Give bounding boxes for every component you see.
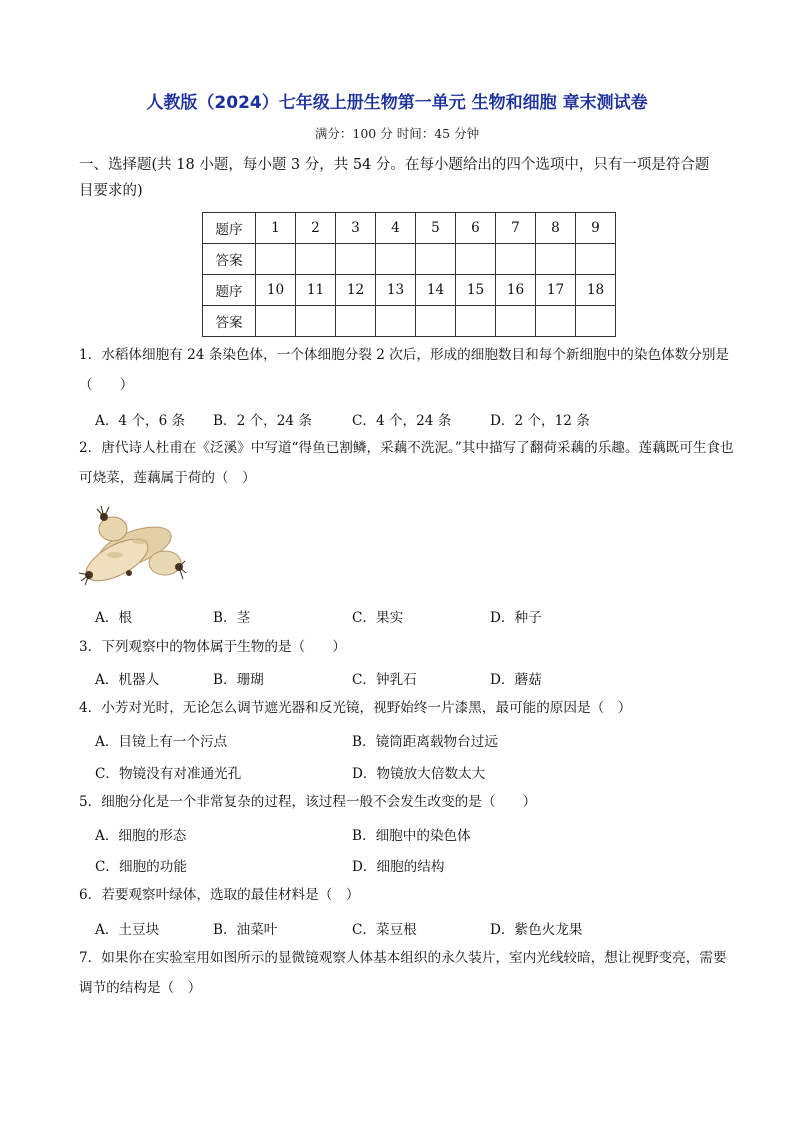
table-cell-number: 1 xyxy=(256,213,296,244)
question-5-option-b[interactable]: B．细胞中的染色体 xyxy=(352,828,471,844)
table-header-order: 题序 xyxy=(203,275,256,306)
table-row xyxy=(203,244,616,275)
question-5-option-d[interactable]: D．细胞的结构 xyxy=(352,859,445,875)
answer-table xyxy=(202,212,616,337)
table-cell-number: 3 xyxy=(336,213,376,244)
answer-cell[interactable] xyxy=(376,306,416,337)
answer-cell[interactable] xyxy=(576,244,616,275)
question-3-option-d[interactable]: D．蘑菇 xyxy=(490,672,542,688)
answer-cell[interactable] xyxy=(376,244,416,275)
answer-cell[interactable] xyxy=(576,306,616,337)
table-cell-number: 16 xyxy=(496,275,536,306)
question-7-stem: 7．如果你在实验室用如图所示的显微镜观察人体基本组织的永久装片，室内光线较暗，想让视野变亮，需要 xyxy=(79,950,727,966)
question-1-option-b[interactable]: B．2 个，24 条 xyxy=(213,413,312,429)
table-row xyxy=(203,306,616,337)
answer-cell[interactable] xyxy=(456,244,496,275)
question-3-option-b[interactable]: B．珊瑚 xyxy=(213,672,264,688)
question-4-option-d[interactable]: D．物镜放大倍数太大 xyxy=(352,766,486,782)
table-cell-number: 9 xyxy=(576,213,616,244)
question-2-option-a[interactable]: A．根 xyxy=(95,610,133,626)
question-6-option-c[interactable]: C．菜豆根 xyxy=(352,922,417,938)
question-2-stem: 2．唐代诗人杜甫在《泛溪》中写道“得鱼已割鳞，采藕不洗泥。”其中描写了翻荷采藕的乐趣。莲藕既可生食也 xyxy=(79,440,734,456)
page-title: 人教版（2024）七年级上册生物第一单元 生物和细胞 章末测试卷 xyxy=(146,93,648,113)
question-1-option-a[interactable]: A．4 个，6 条 xyxy=(95,413,186,429)
answer-cell[interactable] xyxy=(456,306,496,337)
section-heading-line-1: 一、选择题(共 18 小题，每小题 3 分，共 54 分。在每小题给出的四个选项中，只有一项是符合题 xyxy=(79,157,710,173)
question-4-stem: 4．小芳对光时，无论怎么调节遮光器和反光镜，视野始终一片漆黑，最可能的原因是（ ） xyxy=(79,700,632,716)
question-3-option-a[interactable]: A．机器人 xyxy=(95,672,160,688)
table-cell-number: 4 xyxy=(376,213,416,244)
score-time-info: 满分：100 分 时间：45 分钟 xyxy=(314,126,480,141)
question-3-stem: 3．下列观察中的物体属于生物的是（ ） xyxy=(79,639,346,655)
table-header-answer: 答案 xyxy=(203,244,256,275)
answer-cell[interactable] xyxy=(336,306,376,337)
answer-cell[interactable] xyxy=(496,244,536,275)
question-6-option-d[interactable]: D．紫色火龙果 xyxy=(490,922,583,938)
table-cell-number: 17 xyxy=(536,275,576,306)
section-heading-line-2: 目要求的) xyxy=(79,183,143,199)
question-4-option-c[interactable]: C．物镜没有对准通光孔 xyxy=(95,766,242,782)
question-3-option-c[interactable]: C．钟乳石 xyxy=(352,672,417,688)
lotus-root-image xyxy=(75,505,187,587)
question-1-stem-cont: （ ） xyxy=(79,377,134,393)
question-2-option-c[interactable]: C．果实 xyxy=(352,610,404,626)
answer-cell[interactable] xyxy=(336,244,376,275)
table-cell-number: 7 xyxy=(496,213,536,244)
question-6-option-b[interactable]: B．油菜叶 xyxy=(213,922,278,938)
answer-cell[interactable] xyxy=(296,306,336,337)
table-cell-number: 2 xyxy=(296,213,336,244)
question-1-option-d[interactable]: D．2 个，12 条 xyxy=(490,413,590,429)
question-6-stem: 6．若要观察叶绿体，选取的最佳材料是（ ） xyxy=(79,887,360,903)
question-4-option-b[interactable]: B．镜筒距离载物台过远 xyxy=(352,734,498,750)
answer-cell[interactable] xyxy=(536,306,576,337)
answer-cell[interactable] xyxy=(496,306,536,337)
question-2-option-d[interactable]: D．种子 xyxy=(490,610,542,626)
table-cell-number: 12 xyxy=(336,275,376,306)
table-cell-number: 14 xyxy=(416,275,456,306)
table-row xyxy=(203,275,616,306)
table-cell-number: 10 xyxy=(256,275,296,306)
question-5-option-c[interactable]: C．细胞的功能 xyxy=(95,859,187,875)
question-2-option-b[interactable]: B．茎 xyxy=(213,610,251,626)
question-5-stem: 5．细胞分化是一个非常复杂的过程，该过程一般不会发生改变的是（ ） xyxy=(79,794,537,810)
question-6-option-a[interactable]: A．土豆块 xyxy=(95,922,160,938)
table-cell-number: 15 xyxy=(456,275,496,306)
answer-cell[interactable] xyxy=(416,244,456,275)
table-cell-number: 11 xyxy=(296,275,336,306)
question-4-option-a[interactable]: A．目镜上有一个污点 xyxy=(95,734,228,750)
question-1-stem: 1．水稻体细胞有 24 条染色体，一个体细胞分裂 2 次后，形成的细胞数目和每个新细胞中的染色体数分别是 xyxy=(79,347,730,363)
question-2-stem-cont: 可烧菜，莲藕属于荷的（ ） xyxy=(79,470,256,486)
table-row xyxy=(203,213,616,244)
table-cell-number: 8 xyxy=(536,213,576,244)
table-header-answer: 答案 xyxy=(203,306,256,337)
answer-cell[interactable] xyxy=(256,306,296,337)
question-7-stem-cont: 调节的结构是（ ） xyxy=(79,980,202,996)
table-cell-number: 18 xyxy=(576,275,616,306)
answer-cell[interactable] xyxy=(536,244,576,275)
table-cell-number: 5 xyxy=(416,213,456,244)
table-header-order: 题序 xyxy=(203,213,256,244)
question-1-option-c[interactable]: C．4 个，24 条 xyxy=(352,413,452,429)
table-cell-number: 13 xyxy=(376,275,416,306)
answer-cell[interactable] xyxy=(416,306,456,337)
question-5-option-a[interactable]: A．细胞的形态 xyxy=(95,828,187,844)
table-cell-number: 6 xyxy=(456,213,496,244)
answer-cell[interactable] xyxy=(296,244,336,275)
answer-cell[interactable] xyxy=(256,244,296,275)
